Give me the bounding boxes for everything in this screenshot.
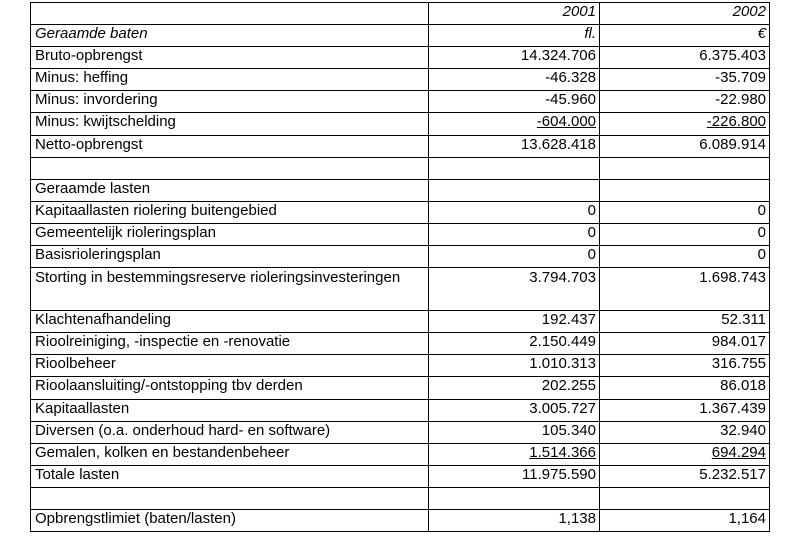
table-row xyxy=(31,268,770,311)
value-2002[interactable]: 0 xyxy=(600,201,770,223)
row-label[interactable]: Rioolbeheer xyxy=(31,355,429,377)
value-2001[interactable]: 1,138 xyxy=(429,509,600,531)
value-2002[interactable]: 32.940 xyxy=(600,421,770,443)
section-title-lasten[interactable]: Geraamde lasten xyxy=(31,179,429,201)
value-2001[interactable]: 0 xyxy=(429,223,600,245)
underlined-value: 1.514.366 xyxy=(529,443,596,461)
value-2002[interactable]: 1.367.439 xyxy=(600,399,770,421)
value-2002[interactable] xyxy=(600,179,770,201)
value-2001[interactable]: 13.628.418 xyxy=(429,135,600,157)
row-label[interactable]: Gemeentelijk rioleringsplan xyxy=(31,223,429,245)
value-2002[interactable]: 6.089.914 xyxy=(600,135,770,157)
table-row xyxy=(31,377,770,399)
header-row xyxy=(31,3,770,25)
header-label-cell[interactable] xyxy=(31,3,429,25)
value-2002[interactable]: 1.698.743 xyxy=(600,268,770,311)
currency-2001[interactable]: fl. xyxy=(429,25,600,47)
value-2001[interactable]: 3.794.703 xyxy=(429,268,600,311)
underlined-value: 694.294 xyxy=(711,443,766,461)
value-2002[interactable]: 316.755 xyxy=(600,355,770,377)
table-row xyxy=(31,69,770,91)
currency-2002[interactable]: € xyxy=(600,25,770,47)
value-2002[interactable] xyxy=(600,157,770,179)
value-2001[interactable] xyxy=(429,487,600,509)
year-2002-header[interactable]: 2002 xyxy=(600,3,770,25)
row-label[interactable]: Rioolreiniging, -inspectie en -renovatie xyxy=(31,333,429,355)
row-label[interactable]: Kapitaallasten riolering buitengebied xyxy=(31,201,429,223)
table-row xyxy=(31,223,770,245)
row-label[interactable] xyxy=(31,157,429,179)
table-row xyxy=(31,91,770,113)
value-2001[interactable]: 192.437 xyxy=(429,311,600,333)
row-label[interactable]: Rioolaansluiting/-ontstopping tbv derden xyxy=(31,377,429,399)
row-label[interactable]: Minus: heffing xyxy=(31,69,429,91)
value-2002[interactable] xyxy=(600,113,770,135)
table-row xyxy=(31,47,770,69)
year-2001-header[interactable]: 2001 xyxy=(429,3,600,25)
value-2001[interactable] xyxy=(429,113,600,135)
table-row xyxy=(31,333,770,355)
table-row xyxy=(31,509,770,531)
value-2002[interactable] xyxy=(600,487,770,509)
value-2001[interactable]: 3.005.727 xyxy=(429,399,600,421)
value-2002[interactable]: 86.018 xyxy=(600,377,770,399)
row-label[interactable]: Totale lasten xyxy=(31,465,429,487)
row-label[interactable]: Minus: kwijtschelding xyxy=(31,113,429,135)
row-label[interactable]: Storting in bestemmingsreserve rioleringsinvesteringen xyxy=(31,268,429,311)
row-label[interactable]: Netto-opbrengst xyxy=(31,135,429,157)
value-2001[interactable]: -45.960 xyxy=(429,91,600,113)
value-2002[interactable] xyxy=(600,443,770,465)
value-2002[interactable]: 1,164 xyxy=(600,509,770,531)
value-2001[interactable] xyxy=(429,443,600,465)
value-2001[interactable]: -46.328 xyxy=(429,69,600,91)
value-2001[interactable] xyxy=(429,157,600,179)
table-row xyxy=(31,311,770,333)
table-row xyxy=(31,421,770,443)
value-2001[interactable]: 0 xyxy=(429,201,600,223)
empty-row xyxy=(31,157,770,179)
value-2002[interactable]: 52.311 xyxy=(600,311,770,333)
table-row xyxy=(31,113,770,135)
table-row xyxy=(31,399,770,421)
row-label[interactable]: Kapitaallasten xyxy=(31,399,429,421)
row-label[interactable]: Gemalen, kolken en bestandenbeheer xyxy=(31,443,429,465)
underlined-value: -604.000 xyxy=(536,113,596,131)
row-label[interactable]: Klachtenafhandeling xyxy=(31,311,429,333)
value-2001[interactable]: 2.150.449 xyxy=(429,333,600,355)
subheader-row xyxy=(31,25,770,47)
table-row xyxy=(31,201,770,223)
value-2002[interactable]: -22.980 xyxy=(600,91,770,113)
value-2002[interactable]: 984.017 xyxy=(600,333,770,355)
section-title-baten[interactable]: Geraamde baten xyxy=(31,25,429,47)
section-row xyxy=(31,179,770,201)
table-row xyxy=(31,355,770,377)
row-label[interactable] xyxy=(31,487,429,509)
table-row xyxy=(31,465,770,487)
value-2002[interactable]: 5.232.517 xyxy=(600,465,770,487)
value-2001[interactable]: 202.255 xyxy=(429,377,600,399)
value-2002[interactable]: -35.709 xyxy=(600,69,770,91)
value-2002[interactable]: 6.375.403 xyxy=(600,47,770,69)
row-label[interactable]: Bruto-opbrengst xyxy=(31,47,429,69)
value-2001[interactable] xyxy=(429,179,600,201)
row-label[interactable]: Diversen (o.a. onderhoud hard- en software) xyxy=(31,421,429,443)
value-2002[interactable]: 0 xyxy=(600,223,770,245)
row-label[interactable]: Opbrengstlimiet (baten/lasten) xyxy=(31,509,429,531)
value-2002[interactable]: 0 xyxy=(600,246,770,268)
table-row xyxy=(31,246,770,268)
budget-table xyxy=(30,2,770,532)
table-row xyxy=(31,135,770,157)
row-label[interactable]: Minus: invordering xyxy=(31,91,429,113)
value-2001[interactable]: 14.324.706 xyxy=(429,47,600,69)
value-2001[interactable]: 11.975.590 xyxy=(429,465,600,487)
value-2001[interactable]: 0 xyxy=(429,246,600,268)
row-label[interactable]: Basisrioleringsplan xyxy=(31,246,429,268)
empty-row xyxy=(31,487,770,509)
underlined-value: -226.800 xyxy=(706,113,766,131)
value-2001[interactable]: 1.010.313 xyxy=(429,355,600,377)
value-2001[interactable]: 105.340 xyxy=(429,421,600,443)
table-row xyxy=(31,443,770,465)
